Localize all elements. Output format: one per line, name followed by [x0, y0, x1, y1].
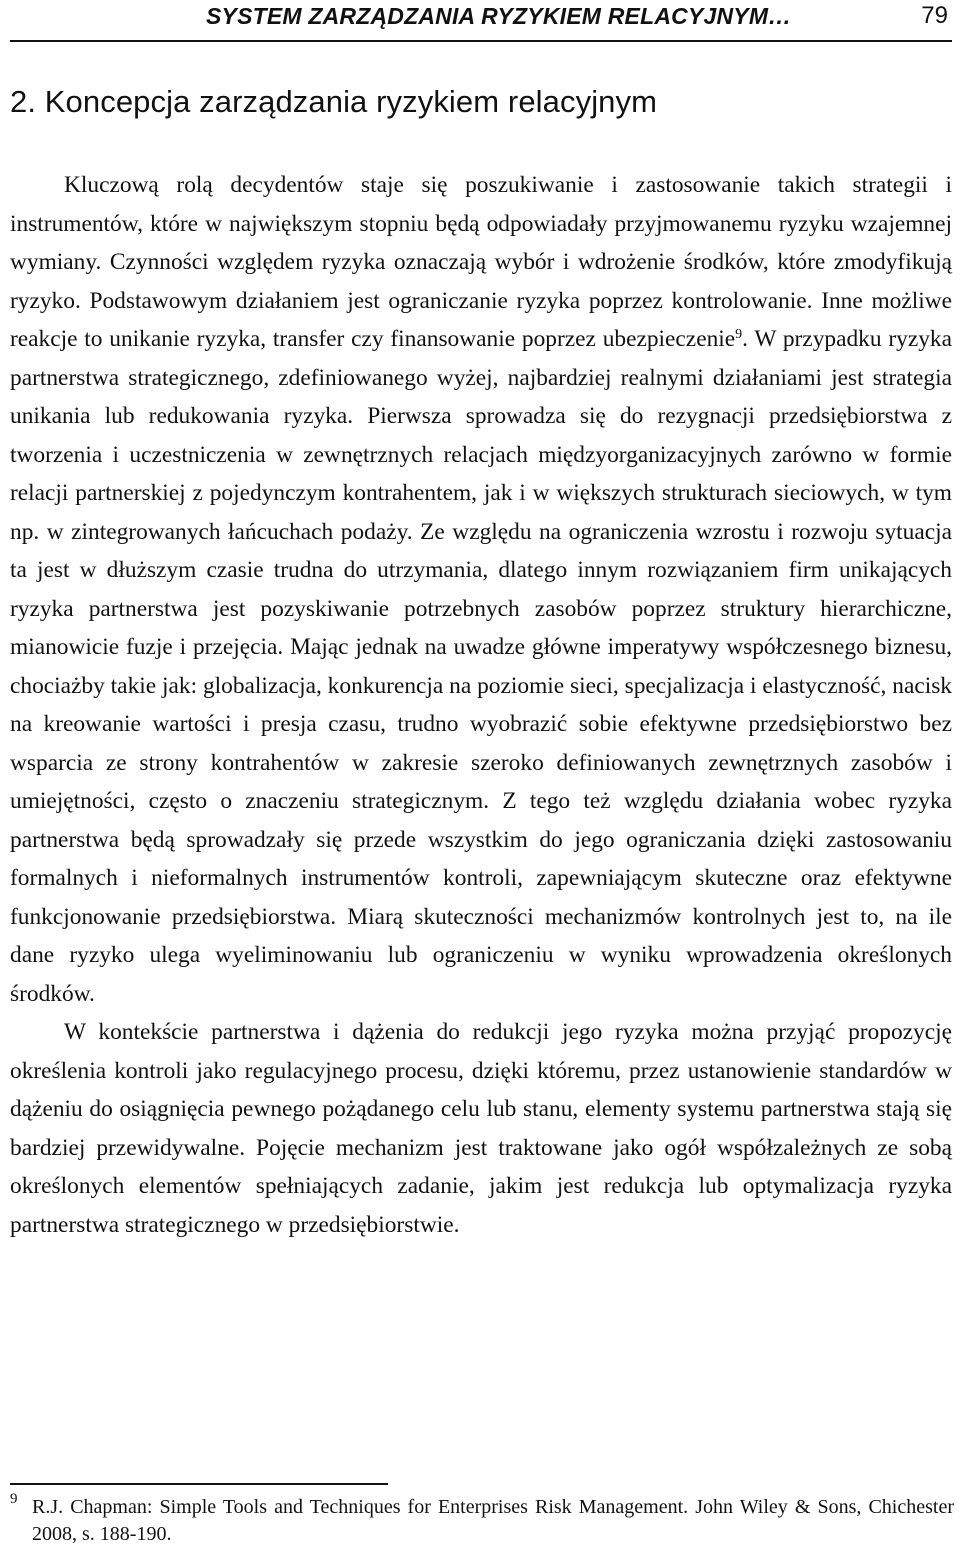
paragraph-2: W kontekście partnerstwa i dążenia do redukcji jego ryzyka można przyjąć propozycję określenia kontroli jako regulacyjnego procesu, dzięki któremu, przez ustanowienie standardów w dążeniu do osiągnięcia pewnego pożądanego celu lub stanu, elementy systemu partnerstwa stają się bardziej przewidywalne. Pojęcie mechanizm jest traktowane jako ogół współzależnych ze sobą określonych elementów spełniających zadanie, jakim jest redukcja lub optymalizacja ryzyka partnerstwa strategicznego w przedsiębiorstwie.: [10, 1019, 952, 1238]
paragraph-1-text-a: Kluczową rolą decydentów staje się poszukiwanie i zastosowanie takich strategii i instrumentów, które w największym stopniu będą odpowiadały przyjmowanemu ryzyku wzajemnej wymiany. Czynności względem ryzyka oznaczają wybór i wdrożenie środków, które zmodyfikują ryzyko. Podstawowym działaniem jest ograniczanie ryzyka poprzez kontrolowanie. Inne możliwe reakcje to unikanie ryzyka, transfer czy finansowanie poprzez ubezpieczenie: [10, 172, 952, 352]
running-header: [10, 0, 954, 34]
section-heading: 2. Koncepcja zarządzania ryzykiem relacyjnym: [10, 84, 658, 119]
page-number: 79: [921, 2, 948, 29]
running-header-title: SYSTEM ZARZĄDZANIA RYZYKIEM RELACYJNYM…: [206, 3, 792, 29]
paragraph-1: [10, 166, 952, 1013]
footnote-text: R.J. Chapman: Simple Tools and Techniques for Enterprises Risk Management. John Wiley & Sons, Chichester 2008, s. 188-190.: [32, 1496, 954, 1545]
footnote-divider: [10, 1483, 388, 1485]
footnote-number: 9: [10, 1491, 18, 1507]
body-text: [10, 166, 952, 1244]
header-divider: [10, 40, 952, 42]
footnote-reference[interactable]: 9: [735, 327, 743, 342]
paragraph-1-text-b: . W przypadku ryzyka partnerstwa strategicznego, zdefiniowanego wyżej, najbardziej realnymi działaniami jest strategia unikania lub redukowania ryzyka. Pierwsza sprowadza się do rezygnacji przedsiębiorstwa z tworzenia i uczestniczenia w zewnętrznych relacjach międzyorganizacyjnych zarówno w formie relacji partnerskiej z pojedynczym kontrahentem, jak i w większych strukturach sieciowych, w tym np. w zintegrowanych łańcuchach podaży. Ze względu na ograniczenia wzrostu i rozwoju sytuacja ta jest w dłuższym czasie trudna do utrzymania, dlatego innym rozwiązaniem firm unikających ryzyka partnerstwa jest pozyskiwanie potrzebnych zasobów poprzez struktury hierarchiczne, mianowicie fuzje i przejęcia. Mając jednak na uwadze główne imperatywy współczesnego biznesu, chociażby takie jak: globalizacja, konkurencja na poziomie sieci, specjalizacja i elastyczność, nacisk na kreowanie wartości i presja czasu, trudno wyobrazić sobie efektywne przedsiębiorstwo bez wsparcia ze strony kontrahentów w zakresie szeroko definiowanych zewnętrznych zasobów i umiejętności, często o znaczeniu strategicznym. Z tego też względu działania wobec ryzyka partnerstwa będą sprowadzały się przede wszystkim do jego ograniczania dzięki zastosowaniu formalnych i nieformalnych instrumentów kontroli, zapewniającym skuteczne oraz efektywne funkcjonowanie przedsiębiorstwa. Miarą skuteczności mechanizmów kontrolnych jest to, na ile dane ryzyko ulega wyeliminowaniu lub ograniczeniu w wyniku wprowadzenia określonych środków.: [10, 326, 952, 1007]
footnote: [10, 1491, 954, 1548]
